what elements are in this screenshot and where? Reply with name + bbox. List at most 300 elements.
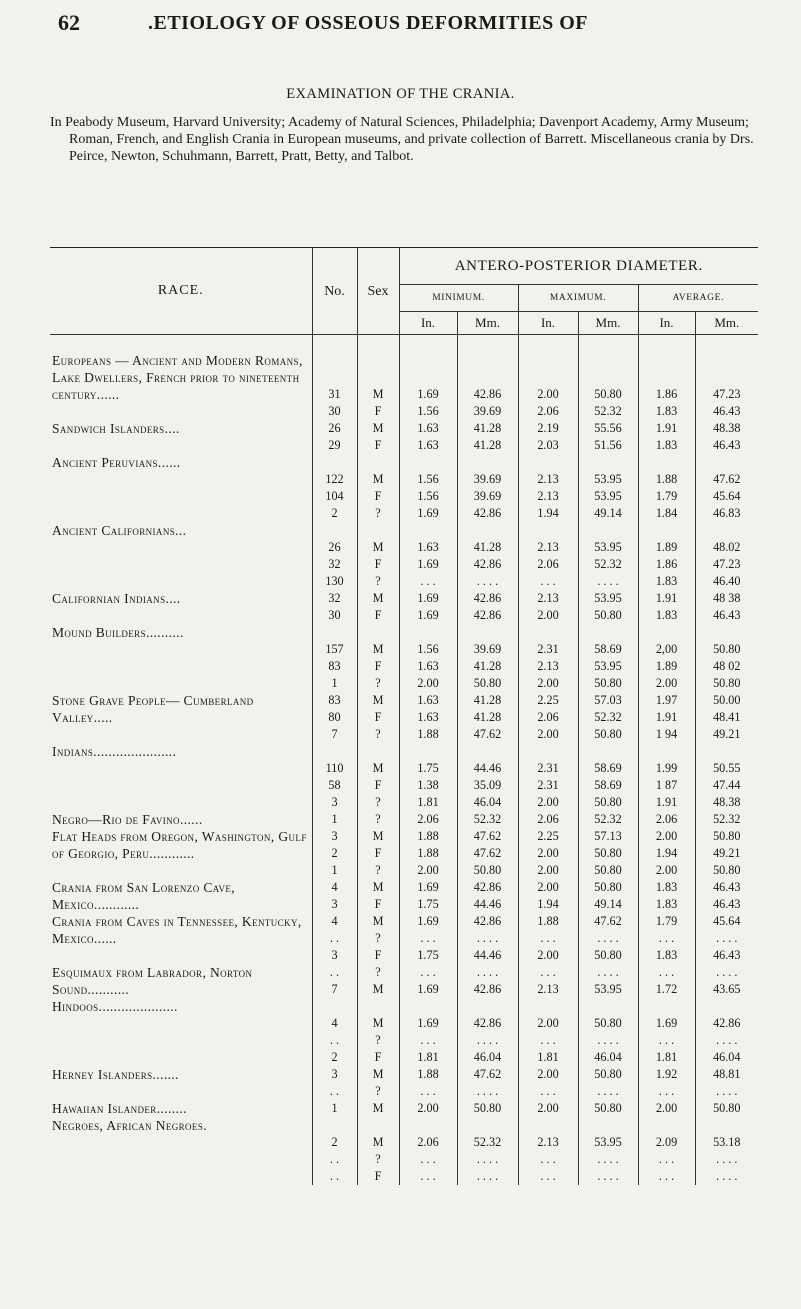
avg-in-value: 1.83: [655, 880, 678, 894]
avg-mm-cell: [695, 692, 758, 743]
min-in-value: . . .: [420, 1033, 436, 1047]
avg-in-value: 1.91: [655, 591, 678, 605]
count-value: 83: [328, 659, 341, 673]
max-mm-value: 51.56: [594, 438, 622, 452]
max-in-cell: [518, 522, 578, 590]
row-pad: [313, 1117, 357, 1134]
min-mm-cell: [457, 352, 518, 420]
sex-cell: [357, 420, 399, 454]
row-pad: [696, 743, 759, 760]
count-value: 2: [331, 506, 338, 520]
avg-in-value: 1 87: [655, 778, 678, 792]
max-in-value: 2.06: [537, 557, 559, 571]
max-in-value: 2.00: [537, 1101, 559, 1115]
max-mm-value: 52.32: [594, 404, 622, 418]
row-pad: [400, 522, 457, 539]
spacer-cell: [399, 335, 457, 353]
sex-cell: [357, 1100, 399, 1117]
avg-in-value: 1.83: [655, 574, 678, 588]
row-pad: [458, 369, 518, 386]
avg-in-value: . . .: [658, 965, 675, 979]
row-pad: [519, 369, 578, 386]
avg-mm-cell: [695, 811, 758, 828]
row-pad: [358, 454, 399, 471]
avg-in-value: 1.81: [655, 1050, 678, 1064]
race-header: RACE.: [50, 248, 312, 335]
avg-mm-value: . . . .: [716, 931, 738, 945]
avg-in-value: 1.83: [655, 897, 678, 911]
sex-value: ?: [375, 795, 381, 809]
avg-mm-value: 53.18: [713, 1135, 741, 1149]
row-pad: [400, 1117, 457, 1134]
max-mm-value: 50.80: [594, 608, 622, 622]
min-mm-value: . . . .: [476, 931, 499, 945]
count-cell: [312, 964, 357, 998]
sex-value: F: [374, 1169, 382, 1183]
sex-cell: [357, 522, 399, 590]
row-pad: [519, 1117, 578, 1134]
race-cell: [50, 964, 312, 998]
avg-in-cell: [638, 964, 695, 998]
sex-value: M: [372, 642, 384, 656]
sex-value: M: [372, 1016, 384, 1030]
avg-mm-value: . . . .: [716, 1033, 738, 1047]
min-mm-value: 52.32: [473, 1135, 502, 1149]
count-value: 2: [331, 1050, 338, 1064]
table-row-group: [50, 743, 758, 811]
table-row-group: [50, 998, 758, 1066]
min-in-value: 1.69: [417, 1016, 439, 1030]
sex-value: M: [372, 1135, 384, 1149]
avg-mm-cell: [695, 743, 758, 811]
table-row-group: [50, 913, 758, 964]
max-mm-cell: [578, 998, 638, 1066]
max-in-cell: [518, 692, 578, 743]
avg-in-value: . . .: [658, 1152, 675, 1166]
count-cell: [312, 1066, 357, 1100]
row-pad: [458, 1117, 518, 1134]
min-in-value: 1.63: [417, 659, 439, 673]
min-mm-value: 47.62: [473, 829, 502, 843]
count-cell: [312, 590, 357, 624]
min-in-value: 1.88: [417, 1067, 439, 1081]
race-label: Europeans — Ancient and Modern Romans, Lake Dwellers, French prior to nineteenth century......: [52, 353, 303, 402]
max-mm-cell: [578, 590, 638, 624]
row-pad: [579, 352, 638, 369]
min-mm-value: 44.46: [473, 897, 502, 911]
row-pad: [358, 624, 399, 641]
min-mm-value: 42.86: [473, 591, 502, 605]
sex-value: F: [374, 557, 382, 571]
max-mm-value: 52.32: [594, 557, 622, 571]
max-mm-value: 53.95: [594, 540, 622, 554]
row-pad: [639, 454, 695, 471]
avg-in-value: 1.94: [655, 846, 678, 860]
min-in-cell: [399, 590, 457, 624]
count-value: 2: [331, 846, 338, 860]
min-in-value: . . .: [420, 931, 436, 945]
min-mm-value: 42.86: [473, 387, 502, 401]
min-mm-value: . . . .: [476, 1084, 499, 1098]
avg-mm-cell: [695, 590, 758, 624]
count-value: 26: [328, 540, 341, 554]
max-mm-cell: [578, 420, 638, 454]
avg-mm-value: 48.38: [713, 795, 741, 809]
avg-in-value: 1.91: [655, 710, 678, 724]
max-in-cell: [518, 743, 578, 811]
avg-in-value: 2.06: [655, 812, 678, 826]
max-in-value: . . .: [540, 1033, 556, 1047]
row-pad: [696, 352, 759, 369]
max-in-cell: [518, 624, 578, 692]
min-mm-value: 41.28: [473, 540, 502, 554]
race-cell: [50, 743, 312, 811]
min-in-cell: [399, 1066, 457, 1100]
row-pad: [358, 998, 399, 1015]
row-pad: [313, 522, 357, 539]
avg-mm-value: 46.43: [713, 880, 741, 894]
row-pad: [519, 998, 578, 1015]
table-row-group: [50, 1100, 758, 1117]
row-pad: [458, 454, 518, 471]
race-cell: [50, 913, 312, 964]
avg-in-cell: [638, 998, 695, 1066]
avg-mm-value: 47.62: [713, 472, 741, 486]
avg-in-cell: [638, 454, 695, 522]
max-mm-value: 52.32: [594, 710, 622, 724]
min-mm-value: 41.28: [473, 421, 502, 435]
min-in-value: 1.69: [417, 914, 439, 928]
max-mm-value: 53.95: [594, 659, 622, 673]
race-label: Negro—Rio de Favino......: [52, 812, 203, 827]
average-header: AVERAGE.: [638, 285, 758, 312]
count-value: 32: [328, 591, 341, 605]
min-in-value: 1.88: [417, 846, 439, 860]
avg-mm-header: Mm.: [695, 312, 758, 335]
row-pad: [400, 998, 457, 1015]
max-mm-header: Mm.: [578, 312, 638, 335]
race-cell: [50, 828, 312, 879]
race-cell: [50, 811, 312, 828]
row-pad: [579, 454, 638, 471]
max-in-value: . . .: [540, 1152, 556, 1166]
min-mm-value: 41.28: [473, 710, 502, 724]
max-in-value: 2.31: [537, 778, 559, 792]
sex-value: ?: [375, 863, 381, 877]
race-cell: [50, 879, 312, 913]
min-in-value: 1.63: [417, 710, 439, 724]
count-value: 1: [331, 863, 338, 877]
avg-in-header: In.: [638, 312, 695, 335]
count-value: 3: [331, 948, 338, 962]
min-in-value: 1.69: [417, 506, 439, 520]
sex-value: F: [374, 897, 382, 911]
min-in-cell: [399, 1117, 457, 1185]
avg-in-value: 1.89: [655, 659, 678, 673]
count-value: 29: [328, 438, 341, 452]
row-pad: [400, 454, 457, 471]
row-pad: [458, 743, 518, 760]
max-in-value: 2.13: [537, 659, 559, 673]
min-mm-value: 41.28: [473, 659, 502, 673]
avg-mm-value: 48.38: [713, 421, 741, 435]
count-value: 31: [328, 387, 341, 401]
avg-mm-value: 50.55: [713, 761, 741, 775]
avg-in-value: 2.00: [655, 863, 678, 877]
avg-in-cell: [638, 1117, 695, 1185]
race-label: Indians......................: [52, 744, 177, 759]
min-in-value: 2.00: [417, 676, 439, 690]
avg-mm-value: 50.80: [713, 863, 741, 877]
race-label: Sandwich Islanders....: [52, 421, 180, 436]
sex-value: F: [374, 438, 382, 452]
no-header: No.: [312, 248, 357, 335]
min-mm-value: 47.62: [473, 846, 502, 860]
avg-in-value: 2,00: [655, 642, 678, 656]
avg-mm-value: 48 02: [713, 659, 741, 673]
row-pad: [639, 743, 695, 760]
sex-value: F: [374, 608, 382, 622]
count-value: 1: [331, 1101, 338, 1115]
avg-mm-cell: [695, 352, 758, 420]
avg-mm-value: 46.04: [713, 1050, 741, 1064]
max-in-cell: [518, 454, 578, 522]
min-mm-value: . . . .: [476, 1033, 499, 1047]
spacer-cell: [312, 335, 357, 353]
avg-in-value: 1.72: [655, 982, 678, 996]
max-mm-value: 50.80: [594, 387, 622, 401]
row-pad: [579, 1117, 638, 1134]
row-pad: [579, 369, 638, 386]
max-in-value: . . .: [540, 1084, 556, 1098]
race-label: Crania from San Lorenzo Cave, Mexico............: [52, 880, 236, 912]
min-in-value: 1.75: [417, 761, 439, 775]
spacer-cell: [457, 335, 518, 353]
min-mm-value: 42.86: [473, 608, 502, 622]
crania-table: [50, 247, 758, 1185]
min-mm-value: 42.86: [473, 880, 502, 894]
min-in-value: . . .: [420, 1152, 436, 1166]
max-mm-cell: [578, 454, 638, 522]
sex-value: ?: [375, 676, 381, 690]
min-in-cell: [399, 624, 457, 692]
avg-mm-value: 49.21: [713, 727, 741, 741]
max-mm-value: 49.14: [594, 506, 622, 520]
max-mm-cell: [578, 1117, 638, 1185]
avg-mm-value: 46.40: [713, 574, 741, 588]
count-value: 3: [331, 1067, 338, 1081]
min-in-cell: [399, 743, 457, 811]
avg-in-cell: [638, 352, 695, 420]
avg-in-value: 1.91: [655, 421, 678, 435]
max-in-value: 2.00: [537, 795, 559, 809]
row-pad: [519, 624, 578, 641]
min-in-value: 1.69: [417, 880, 439, 894]
max-in-value: 2.00: [537, 676, 559, 690]
sex-value: F: [374, 948, 382, 962]
min-in-value: 1.88: [417, 727, 439, 741]
race-cell: [50, 692, 312, 743]
row-pad: [400, 624, 457, 641]
min-in-value: 1.69: [417, 591, 439, 605]
max-in-value: 2.06: [537, 710, 559, 724]
sex-value: F: [374, 489, 382, 503]
row-pad: [696, 522, 759, 539]
avg-mm-value: . . . .: [716, 965, 738, 979]
row-pad: [639, 998, 695, 1015]
max-mm-value: 53.95: [594, 489, 622, 503]
sex-value: ?: [375, 931, 381, 945]
max-mm-cell: [578, 811, 638, 828]
avg-in-value: 2.00: [655, 676, 678, 690]
avg-in-value: 1.83: [655, 438, 678, 452]
avg-mm-value: 46.43: [713, 897, 741, 911]
max-mm-value: . . . .: [597, 1033, 619, 1047]
avg-mm-value: . . . .: [716, 1152, 738, 1166]
min-mm-value: 46.04: [473, 1050, 502, 1064]
avg-mm-value: 48 38: [713, 591, 741, 605]
min-in-value: 1.81: [417, 1050, 439, 1064]
min-mm-value: 50.80: [473, 1101, 502, 1115]
avg-mm-cell: [695, 964, 758, 998]
sex-value: F: [374, 710, 382, 724]
count-cell: [312, 454, 357, 522]
row-pad: [400, 743, 457, 760]
min-in-value: 2.06: [417, 812, 439, 826]
row-pad: [696, 624, 759, 641]
avg-mm-value: 50.80: [713, 1101, 741, 1115]
table-row-group: [50, 1117, 758, 1185]
row-pad: [519, 522, 578, 539]
avg-in-cell: [638, 420, 695, 454]
sex-cell: [357, 811, 399, 828]
max-in-value: 1.81: [537, 1050, 559, 1064]
avg-in-value: . . .: [658, 1084, 675, 1098]
avg-in-cell: [638, 522, 695, 590]
max-mm-value: 50.80: [594, 880, 622, 894]
race-label: Negroes, African Negroes.: [52, 1118, 208, 1133]
row-pad: [313, 743, 357, 760]
avg-mm-value: 46.43: [713, 404, 741, 418]
avg-in-value: 1 94: [655, 727, 678, 741]
sex-value: M: [372, 421, 384, 435]
max-in-value: 2.13: [537, 1135, 559, 1149]
sex-value: M: [372, 693, 384, 707]
max-mm-value: 50.80: [594, 1067, 622, 1081]
avg-mm-value: 49.21: [713, 846, 741, 860]
avg-mm-cell: [695, 1117, 758, 1185]
count-cell: [312, 913, 357, 964]
row-pad: [519, 743, 578, 760]
avg-mm-value: 48.02: [713, 540, 741, 554]
min-mm-cell: [457, 879, 518, 913]
min-mm-value: 50.80: [473, 863, 502, 877]
min-mm-value: 50.80: [473, 676, 502, 690]
max-mm-cell: [578, 743, 638, 811]
min-mm-value: 46.04: [473, 795, 502, 809]
sex-cell: [357, 743, 399, 811]
count-value: 32: [328, 557, 341, 571]
min-in-cell: [399, 420, 457, 454]
avg-in-value: 2.00: [655, 1101, 678, 1115]
avg-in-cell: [638, 913, 695, 964]
avg-mm-value: 42.86: [713, 1016, 741, 1030]
table-row-group: [50, 811, 758, 828]
avg-mm-cell: [695, 998, 758, 1066]
sex-cell: [357, 913, 399, 964]
sex-value: F: [374, 778, 382, 792]
min-mm-cell: [457, 454, 518, 522]
avg-mm-value: . . . .: [716, 1084, 738, 1098]
max-mm-value: . . . .: [597, 1084, 619, 1098]
min-in-value: 2.00: [417, 1101, 439, 1115]
avg-in-cell: [638, 1100, 695, 1117]
avg-in-value: 1.89: [655, 540, 678, 554]
max-mm-value: . . . .: [597, 965, 619, 979]
minimum-header: MINIMUM.: [399, 285, 518, 312]
avg-in-value: 1.83: [655, 948, 678, 962]
race-cell: [50, 1066, 312, 1100]
count-value: 157: [325, 642, 344, 656]
max-in-cell: [518, 420, 578, 454]
min-in-header: In.: [399, 312, 457, 335]
count-value: 26: [328, 421, 341, 435]
row-pad: [313, 352, 357, 369]
max-in-cell: [518, 964, 578, 998]
min-mm-value: 44.46: [473, 948, 502, 962]
max-in-value: 2.25: [537, 693, 559, 707]
race-cell: [50, 454, 312, 522]
sex-value: ?: [375, 812, 381, 826]
max-mm-value: 50.80: [594, 1016, 622, 1030]
avg-in-value: 1.97: [655, 693, 678, 707]
max-in-value: . . .: [540, 965, 556, 979]
sex-value: F: [374, 1050, 382, 1064]
avg-in-cell: [638, 828, 695, 879]
min-in-value: 1.63: [417, 438, 439, 452]
row-pad: [400, 369, 457, 386]
max-mm-value: 53.95: [594, 591, 622, 605]
sex-value: M: [372, 982, 384, 996]
min-in-value: 1.81: [417, 795, 439, 809]
race-label: Californian Indians....: [52, 591, 181, 606]
max-in-value: 2.31: [537, 761, 559, 775]
count-value: 83: [328, 693, 341, 707]
max-mm-cell: [578, 913, 638, 964]
sex-value: ?: [375, 506, 381, 520]
min-mm-cell: [457, 811, 518, 828]
race-label: Stone Grave People— Cumberland Valley.....: [52, 693, 254, 725]
count-value: . .: [329, 965, 340, 979]
row-pad: [519, 454, 578, 471]
table-row-group: [50, 420, 758, 454]
page-number: 62: [58, 10, 80, 35]
spacer-cell: [357, 335, 399, 353]
row-pad: [458, 624, 518, 641]
race-label: Crania from Caves in Tennessee, Kentucky, Mexico......: [52, 914, 302, 946]
race-cell: [50, 352, 312, 420]
min-mm-value: 39.69: [473, 472, 502, 486]
count-cell: [312, 692, 357, 743]
race-label: Esquimaux from Labrador, Norton Sound...........: [52, 965, 253, 997]
count-cell: [312, 420, 357, 454]
max-mm-value: 58.69: [594, 761, 622, 775]
min-in-cell: [399, 913, 457, 964]
row-pad: [696, 454, 759, 471]
sex-cell: [357, 352, 399, 420]
max-mm-value: 50.80: [594, 1101, 622, 1115]
sex-value: ?: [375, 574, 381, 588]
